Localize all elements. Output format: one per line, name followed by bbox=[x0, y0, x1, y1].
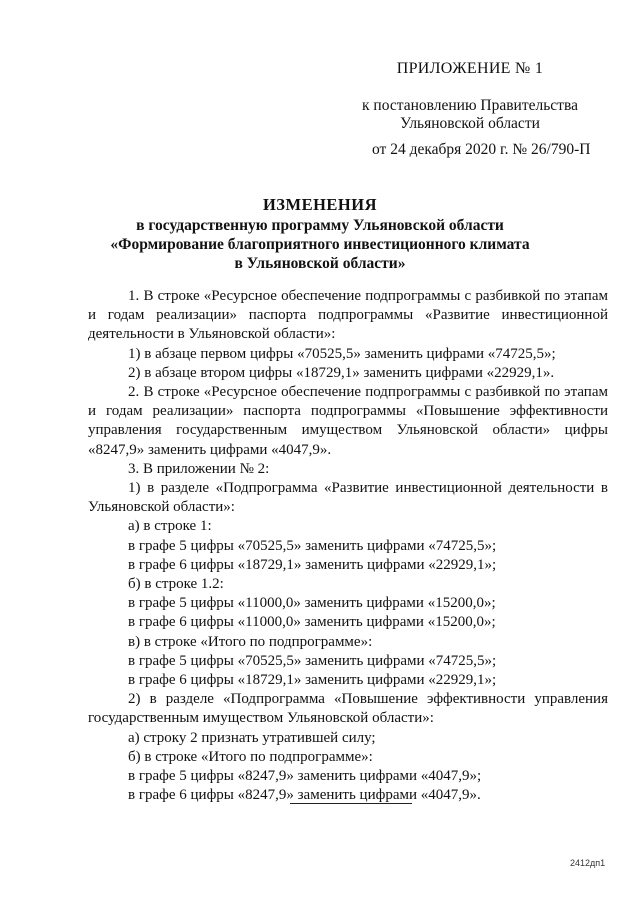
paragraph-3-item-1a: а) в строке 1: bbox=[128, 518, 212, 535]
paragraph-3: 3. В приложении № 2: bbox=[128, 460, 270, 477]
resolution-date: от 24 декабря 2020 г. № 26/790-П bbox=[372, 141, 591, 158]
paragraph-3-item-1a-line-1: в графе 5 цифры «70525,5» заменить цифрами «74725,5»; bbox=[128, 537, 497, 554]
resolution-reference-line-2: Ульяновской области bbox=[400, 115, 540, 132]
document-body bbox=[88, 287, 608, 805]
paragraph-3-item-1c-line-1: в графе 5 цифры «70525,5» заменить цифрами «74725,5»; bbox=[128, 652, 497, 669]
paragraph-1: 1. В строке «Ресурсное обеспечение подпрограммы с разбивкой по этапам и годам реализации» паспорта подпрограммы «Развитие инвестиционной деятельности в Ульяновской области»: bbox=[88, 288, 608, 343]
document-subtitle-line-2: «Формирование благоприятного инвестиционного климата bbox=[110, 236, 530, 253]
paragraph-3-item-1c: в) в строке «Итого по подпрограмме»: bbox=[128, 633, 373, 650]
document-subtitle-line-1: в государственную программу Ульяновской области bbox=[136, 217, 504, 234]
paragraph-3-item-2b: б) в строке «Итого по подпрограмме»: bbox=[128, 748, 373, 765]
footer-document-code: 2412дп1 bbox=[570, 858, 606, 868]
paragraph-2: 2. В строке «Ресурсное обеспечение подпрограммы с разбивкой по этапам и годам реализации» паспорта подпрограммы «Повышение эффективности управления государственным имуществом Ульяновской области» цифры «8247,9» заменить цифрами «4047,9». bbox=[88, 384, 608, 458]
resolution-reference-line-1: к постановлению Правительства bbox=[362, 97, 578, 114]
paragraph-3-item-1c-line-2: в графе 6 цифры «18729,1» заменить цифрами «22929,1»; bbox=[128, 672, 497, 689]
closing-separator-line bbox=[290, 803, 412, 804]
paragraph-3-item-2b-line-2: в графе 6 цифры «8247,9» заменить цифрами «4047,9». bbox=[128, 787, 481, 804]
paragraph-3-item-2: 2) в разделе «Подпрограмма «Повышение эффективности управления государственным имуществом Ульяновской области»: bbox=[88, 691, 608, 727]
document-title: ИЗМЕНЕНИЯ bbox=[262, 195, 378, 214]
document-subtitle-line-3: в Ульяновской области» bbox=[234, 255, 406, 272]
paragraph-1-item-1: 1) в абзаце первом цифры «70525,5» заменить цифрами «74725,5»; bbox=[128, 345, 556, 362]
paragraph-3-item-1: 1) в разделе «Подпрограмма «Развитие инвестиционной деятельности в Ульяновской области»: bbox=[88, 480, 608, 516]
paragraph-3-item-1b: б) в строке 1.2: bbox=[128, 576, 224, 593]
paragraph-3-item-1b-line-2: в графе 6 цифры «11000,0» заменить цифрами «15200,0»; bbox=[128, 614, 496, 631]
paragraph-3-item-2b-line-1: в графе 5 цифры «8247,9» заменить цифрами «4047,9»; bbox=[128, 768, 482, 785]
paragraph-3-item-2a: а) строку 2 признать утратившей силу; bbox=[128, 729, 376, 746]
paragraph-1-item-2: 2) в абзаце втором цифры «18729,1» заменить цифрами «22929,1». bbox=[128, 364, 555, 381]
paragraph-3-item-1a-line-2: в графе 6 цифры «18729,1» заменить цифрами «22929,1»; bbox=[128, 556, 497, 573]
appendix-number: ПРИЛОЖЕНИЕ № 1 bbox=[396, 60, 544, 77]
paragraph-3-item-1b-line-1: в графе 5 цифры «11000,0» заменить цифрами «15200,0»; bbox=[128, 595, 496, 612]
